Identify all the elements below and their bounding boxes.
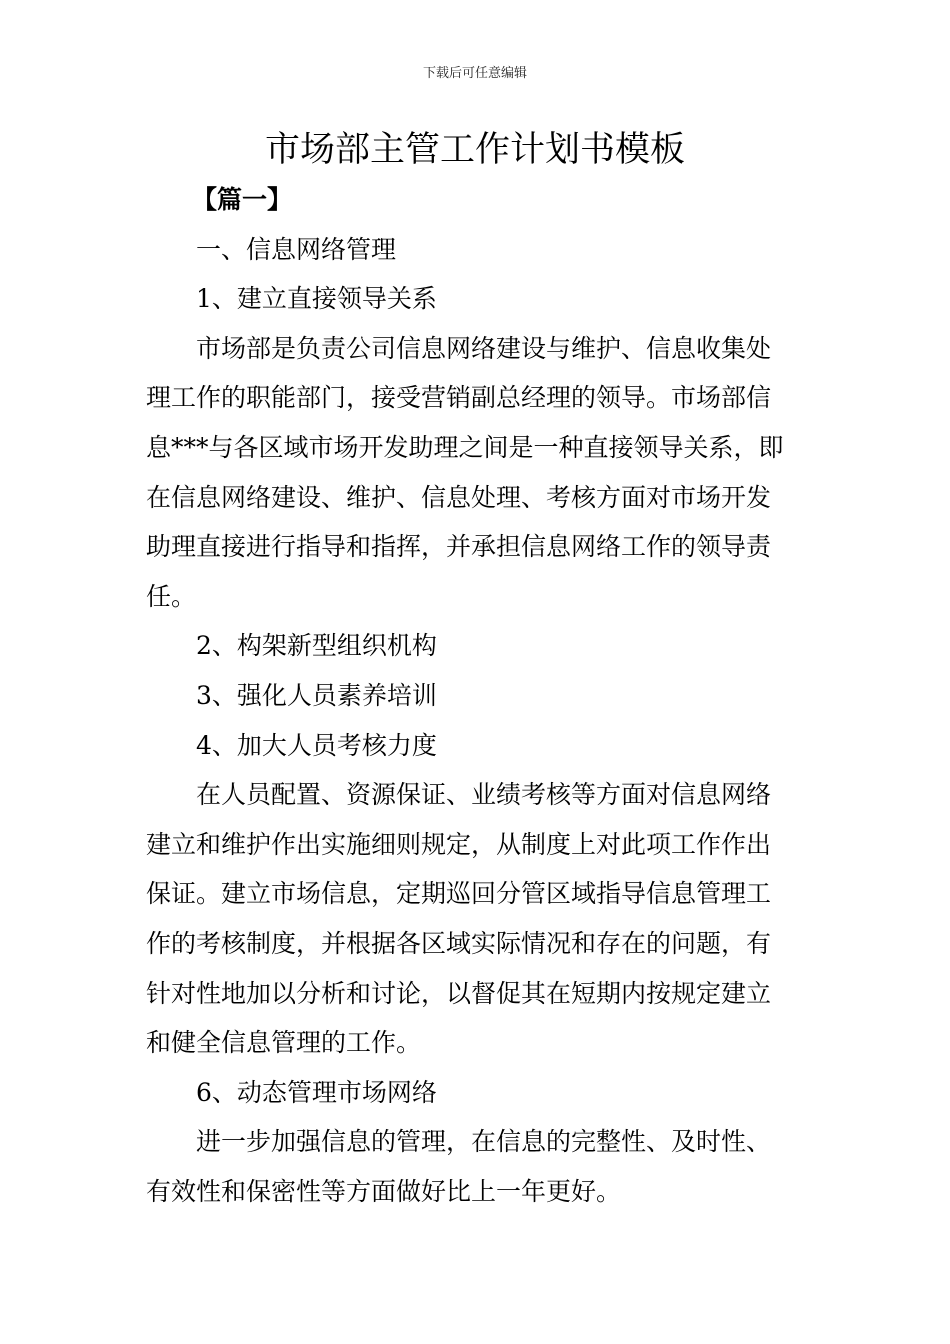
document-body [146, 175, 806, 1216]
text-line: 和健全信息管理的工作。 [146, 1028, 422, 1058]
text-line: 任。 [146, 581, 197, 611]
text-line: 针对性地加以分析和讨论，以督促其在短期内按规定建立 [146, 978, 772, 1008]
text-line: 3、强化人员素养培训 [196, 680, 437, 710]
text-line: 作的考核制度，并根据各区域实际情况和存在的问题，有 [146, 928, 772, 958]
text-line: 理工作的职能部门，接受营销副总经理的领导。市场部信 [146, 383, 772, 413]
text-line: 在人员配置、资源保证、业绩考核等方面对信息网络 [196, 780, 772, 810]
text-line: 息***与各区域市场开发助理之间是一种直接领导关系，即 [146, 432, 784, 462]
text-line: 在信息网络建设、维护、信息处理、考核方面对市场开发 [146, 482, 772, 512]
page-title: 市场部主管工作计划书模板 [264, 130, 685, 170]
header-note: 下载后可任意编辑 [422, 66, 527, 81]
text-line: 6、动态管理市场网络 [196, 1077, 437, 1107]
text-line: 【篇一】 [192, 185, 293, 214]
text-line: 助理直接进行指导和指挥，并承担信息网络工作的领导责 [146, 532, 772, 562]
text-line: 一、信息网络管理 [196, 234, 397, 264]
text-line: 2、构架新型组织机构 [196, 631, 437, 661]
text-line: 建立和维护作出实施细则规定，从制度上对此项工作作出 [146, 829, 772, 859]
text-line: 进一步加强信息的管理，在信息的完整性、及时性、 [196, 1127, 772, 1157]
text-line: 4、加大人员考核力度 [196, 730, 437, 760]
text-line: 1、建立直接领导关系 [196, 284, 437, 314]
text-line: 市场部是负责公司信息网络建设与维护、信息收集处 [196, 333, 772, 363]
text-line: 保证。建立市场信息，定期巡回分管区域指导信息管理工 [146, 879, 772, 909]
text-line: 有效性和保密性等方面做好比上一年更好。 [146, 1176, 622, 1206]
